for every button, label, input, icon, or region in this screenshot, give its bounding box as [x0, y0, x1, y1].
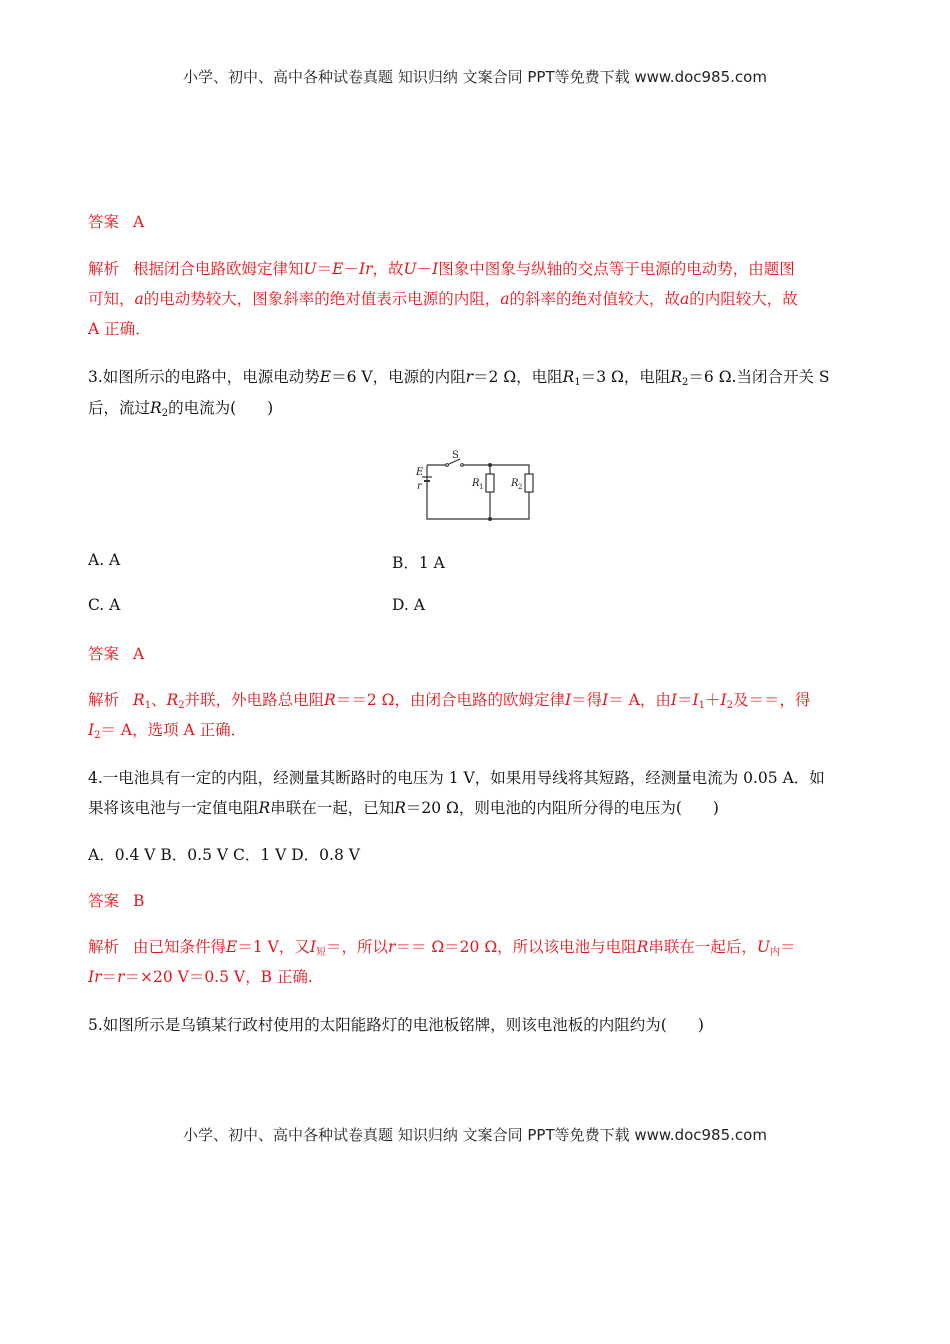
- var: Ir: [88, 968, 102, 986]
- text: 的内阻较大，故: [689, 290, 798, 308]
- var: R: [166, 691, 179, 709]
- text: 并联，外电路总电阻: [184, 691, 325, 709]
- answer-value: A: [133, 645, 145, 663]
- answer-line: [88, 642, 144, 664]
- junction-dot: [488, 517, 492, 521]
- text: 的电流为( ): [168, 399, 274, 417]
- label-s: S: [452, 450, 459, 461]
- subscript: 内: [769, 947, 780, 958]
- text: ＋: [705, 691, 721, 709]
- subscript: 2: [94, 730, 101, 741]
- circuit-diagram: [405, 437, 545, 523]
- junction-dot: [488, 463, 492, 467]
- answer-label: 答案: [88, 213, 120, 231]
- text: ＝ A，由: [608, 691, 671, 709]
- var: I: [692, 691, 699, 709]
- text: －: [343, 260, 359, 278]
- analysis-label: 解析: [88, 691, 120, 709]
- question-4-line: [88, 796, 719, 818]
- text: 及＝＝，得: [733, 691, 811, 709]
- analysis-label: 解析: [88, 260, 120, 278]
- answer-value: A: [133, 213, 145, 231]
- var: r: [465, 368, 474, 386]
- var: r: [387, 938, 396, 956]
- resistor-r1: [486, 474, 494, 492]
- subscript: 短: [315, 947, 326, 958]
- var: I: [720, 691, 727, 709]
- text: ＝＝ Ω＝20 Ω，所以该电池与电阻: [395, 938, 637, 956]
- subscript: 2: [161, 408, 169, 419]
- analysis-line: [88, 287, 798, 309]
- var: I: [602, 691, 609, 709]
- text: 串联在一起，已知: [270, 799, 395, 817]
- option-b: B．1 A: [392, 554, 445, 572]
- var: I: [88, 721, 95, 739]
- var: R: [258, 799, 271, 817]
- label-r1: R: [472, 478, 480, 489]
- text: ＝ A，选项 A 正确．: [100, 721, 247, 739]
- text: 图象中图象与纵轴的交点等于电源的电动势，由题图: [438, 260, 795, 278]
- switch-contact: [461, 464, 464, 467]
- circuit-wire: [427, 465, 529, 519]
- text: 的斜率的绝对值较大，故: [509, 290, 681, 308]
- var: I: [564, 691, 572, 709]
- var: I: [432, 260, 439, 278]
- analysis-line: [88, 688, 811, 710]
- var: U: [403, 260, 417, 278]
- var: U: [756, 938, 770, 956]
- text: ＝×20 V＝0.5 V，B 正确.: [124, 968, 313, 986]
- subscript: 2: [682, 377, 689, 388]
- text: ＝20 Ω，则电池的内阻所分得的电压为( ): [405, 799, 719, 817]
- subscript: 1: [574, 377, 581, 388]
- answer-value: B: [133, 892, 145, 910]
- option-d: D. A: [392, 596, 425, 614]
- var: I: [309, 938, 316, 956]
- text: ＝，所以: [325, 938, 388, 956]
- analysis-line: [88, 257, 795, 279]
- question-5-line: 5.如图所示是乌镇某行政村使用的太阳能路灯的电池板铭牌，则该电池板的内阻约为( ): [88, 1016, 704, 1034]
- text: ＝得: [571, 691, 603, 709]
- text: 后，流过: [88, 399, 151, 417]
- var: Ir: [358, 260, 373, 278]
- text: ＝2 Ω，电阻: [473, 368, 563, 386]
- question-3-line: [88, 396, 273, 418]
- text: 由已知条件得: [133, 938, 227, 956]
- label-r2-sub: 2: [518, 483, 523, 491]
- var: R: [324, 691, 336, 709]
- var: R: [133, 691, 145, 709]
- text: ＝1 V，又: [237, 938, 310, 956]
- resistor-r2: [525, 474, 533, 492]
- subscript: 1: [144, 700, 152, 711]
- label-r: r: [417, 481, 422, 492]
- var: R: [636, 938, 649, 956]
- text: ＝3 Ω，电阻: [580, 368, 671, 386]
- text: ＝: [779, 938, 796, 956]
- text: ＝: [316, 260, 333, 278]
- subscript: 1: [698, 700, 705, 711]
- var: E: [226, 938, 238, 956]
- question-4-options: A．0.4 V B．0.5 V C．1 V D．0.8 V: [88, 846, 360, 864]
- analysis-line: [88, 718, 246, 740]
- option-a: A. A: [88, 551, 121, 569]
- var: a: [500, 290, 510, 308]
- text: ＝＝2 Ω，由闭合电路的欧姆定律: [335, 691, 565, 709]
- page-header: 小学、初中、高中各种试卷真题 知识归纳 文案合同 PPT等免费下载 www.doc985.com: [183, 68, 767, 86]
- text: 、: [151, 691, 167, 709]
- label-r1-sub: 1: [479, 483, 484, 491]
- text: ＝: [676, 691, 693, 709]
- answer-label: 答案: [88, 645, 120, 663]
- var: E: [319, 368, 332, 386]
- subscript: 2: [178, 700, 185, 711]
- text: ＝6 Ω.当闭合开关 S: [688, 368, 830, 386]
- text: 的电动势较大，图象斜率的绝对值表示电源的内阻，: [143, 290, 501, 308]
- analysis-line: [88, 935, 795, 957]
- text: 果将该电池与一定值电阻: [88, 799, 259, 817]
- analysis-line: A 正确．: [88, 320, 151, 338]
- var: R: [562, 368, 575, 386]
- var: r: [117, 968, 125, 986]
- label-e: E: [416, 467, 424, 478]
- var: R: [670, 368, 683, 386]
- page-footer: 小学、初中、高中各种试卷真题 知识归纳 文案合同 PPT等免费下载 www.doc985.com: [183, 1126, 767, 1144]
- switch-contact: [446, 464, 449, 467]
- text: ＝: [101, 968, 118, 986]
- text: 串联在一起后，: [648, 938, 757, 956]
- text: 3.如图所示的电路中，电源电动势: [88, 368, 320, 386]
- option-c: C. A: [88, 596, 121, 614]
- text: ＝6 V，电源的内阻: [331, 368, 466, 386]
- question-4-line: 4.一电池具有一定的内阻，经测量其断路时的电压为 1 V，如果用导线将其短路，经测量电流为 0.05 A．如: [88, 769, 825, 787]
- answer-line: [88, 210, 144, 232]
- var: E: [332, 260, 344, 278]
- answer-line: [88, 889, 144, 911]
- text: －: [416, 260, 433, 278]
- var: R: [150, 399, 162, 417]
- text: 根据闭合电路欧姆定律知: [133, 260, 304, 278]
- label-r2: R: [511, 478, 519, 489]
- var: a: [680, 290, 690, 308]
- text: 可知，: [88, 290, 135, 308]
- question-3-line: [88, 365, 830, 387]
- var: U: [303, 260, 317, 278]
- answer-label: 答案: [88, 892, 120, 910]
- var: I: [670, 691, 677, 709]
- text: ，故: [372, 260, 404, 278]
- var: a: [134, 290, 144, 308]
- analysis-line: [88, 965, 313, 987]
- subscript: 2: [726, 700, 734, 711]
- var: R: [394, 799, 406, 817]
- analysis-label: 解析: [88, 938, 120, 956]
